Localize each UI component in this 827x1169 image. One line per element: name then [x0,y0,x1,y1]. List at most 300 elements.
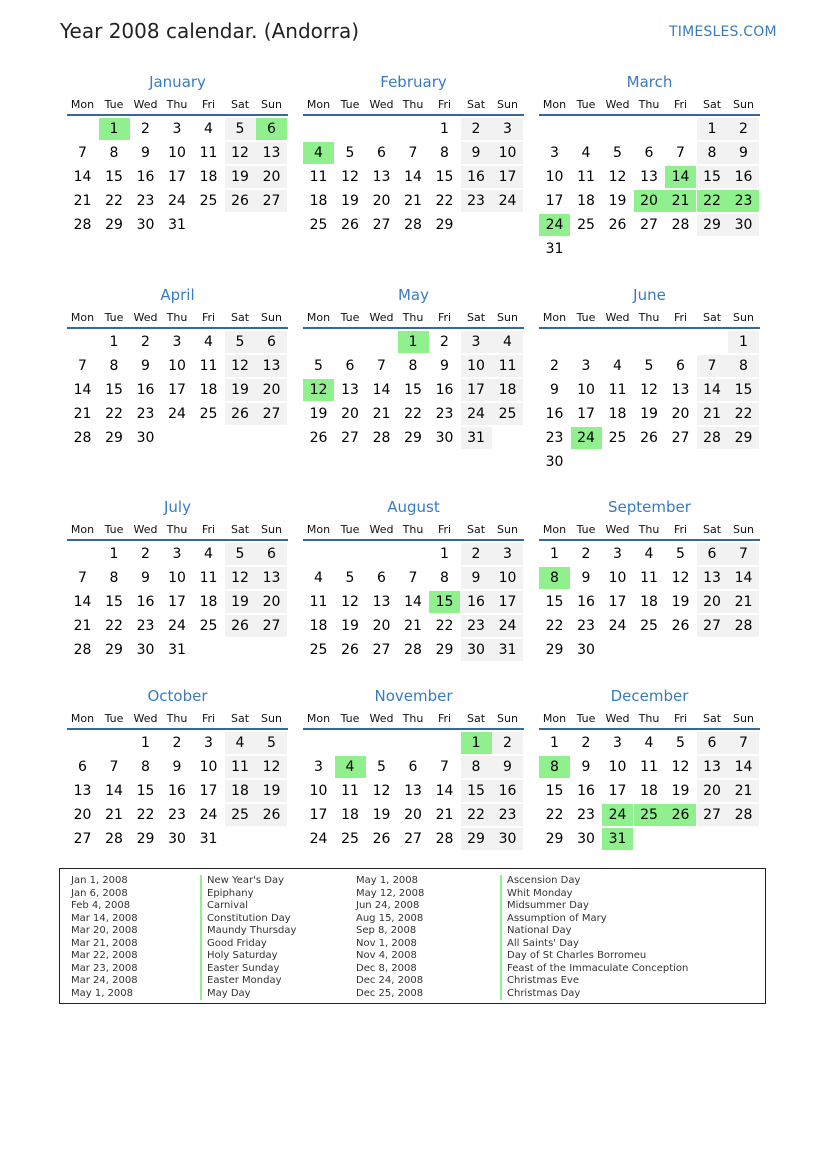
day-cell: 17 [608,594,627,610]
day-cell: 14 [73,169,92,185]
legend-divider [500,875,502,1000]
day-cell: 5 [225,543,256,565]
day-cell: 5 [225,118,256,140]
weekday-label: Wed [369,712,394,725]
weekday-label: Sun [497,311,518,324]
day-cell: 30 [136,430,155,446]
legend-date: Nov 4, 2008 [356,950,417,961]
weekday-header [67,311,288,324]
month-5 [539,286,760,476]
legend-name: Carnival [207,900,248,911]
weekday-label: Thu [402,311,424,324]
day-cell: 15 [728,379,759,401]
day-cell: 18 [199,169,218,185]
weekday-label: Fri [673,311,688,324]
weekday-label: Fri [437,523,452,536]
weekday-label: Sun [261,98,282,111]
legend-date: Jun 24, 2008 [356,900,420,911]
day-cell: 17 [608,783,627,799]
day-cell: 14 [404,594,422,610]
day-cell: 17 [545,193,564,209]
header-divider [67,539,288,541]
weekday-label: Wed [133,311,158,324]
day-cell: 1 [461,732,492,754]
day-cell: 31 [168,217,186,233]
weekday-label: Mon [306,311,331,324]
day-cell: 7 [676,145,685,161]
day-cell: 5 [676,735,685,751]
month-name: July [164,498,191,516]
weekday-header [539,523,760,536]
day-cell: 13 [372,169,391,185]
month-name: December [610,687,689,705]
day-cell: 21 [404,193,422,209]
day-cell: 13 [256,355,287,377]
weekday-label: Sat [466,311,486,324]
weekday-label: Mon [70,523,95,536]
day-cell: 18 [225,780,256,802]
weekday-label: Sat [230,523,250,536]
legend-name: Ascension Day [507,875,581,886]
day-cell: 4 [314,570,323,586]
weekday-header [539,98,760,111]
weekday-label: Fri [201,523,216,536]
legend-name: Christmas Day [507,987,581,999]
day-cell: 8 [728,355,759,377]
day-cell: 28 [404,642,422,658]
day-cell: 17 [199,783,218,799]
day-cell: 15 [105,382,123,398]
day-cell: 27 [256,190,287,212]
weekday-label: Wed [133,98,158,111]
day-cell: 3 [550,145,559,161]
day-cell: 20 [372,193,391,209]
day-cell: 19 [225,591,256,613]
weekday-label: Thu [402,523,424,536]
day-cell: 21 [697,403,728,425]
weekday-label: Mon [306,98,331,111]
day-cell: 8 [440,145,449,161]
month-name: January [149,73,206,91]
day-cell: 2 [172,735,182,751]
weekday-label: Sun [261,311,282,324]
day-cell: 19 [671,783,690,799]
month-name: February [380,73,447,91]
weekday-label: Sat [230,311,250,324]
day-cell: 1 [109,546,119,562]
month-name: March [626,73,673,91]
day-cell: 18 [640,783,658,799]
month-8 [539,498,760,688]
day-cell: 21 [73,618,92,634]
weekday-label: Mon [542,712,567,725]
day-cell: 17 [492,591,523,613]
day-cell: 27 [640,217,658,233]
weekday-header [303,311,524,324]
weekday-label: Mon [306,523,331,536]
day-cell: 9 [461,567,492,589]
day-cell: 9 [172,759,182,775]
day-cell: 9 [141,145,150,161]
weekday-label: Fri [673,523,688,536]
day-cell: 16 [545,406,564,422]
day-cell: 27 [256,403,287,425]
day-cell: 19 [372,807,391,823]
weekday-label: Mon [542,311,567,324]
day-cell: 15 [697,166,728,188]
day-cell: 11 [577,169,595,185]
weekday-label: Sat [230,98,250,111]
day-cell: 21 [372,406,391,422]
day-cell: 19 [640,406,658,422]
month-9 [67,687,288,877]
day-cell: 1 [109,334,119,350]
weekday-header [539,311,760,324]
day-cell: 24 [492,190,523,212]
weekday-label: Thu [166,712,188,725]
day-cell: 4 [335,756,366,778]
day-cell: 24 [539,214,570,236]
day-cell: 19 [671,594,690,610]
weekday-label: Sat [466,712,486,725]
day-cell: 3 [172,121,182,137]
legend-date: May 1, 2008 [71,987,134,999]
weekday-label: Thu [166,98,188,111]
day-cell: 20 [256,591,287,613]
day-cell: 28 [105,831,123,847]
legend-date: Aug 15, 2008 [356,912,424,924]
day-cell: 10 [608,570,627,586]
day-cell: 8 [141,759,150,775]
weekday-label: Sun [733,98,754,111]
header-divider [539,728,760,730]
weekday-label: Tue [104,712,124,725]
weekday-label: Fri [437,311,452,324]
day-cell: 26 [665,804,696,826]
day-cell: 17 [168,382,186,398]
day-cell: 12 [608,169,627,185]
day-cell: 28 [697,427,728,449]
day-cell: 9 [581,570,591,586]
day-cell: 6 [256,118,287,140]
day-cell: 19 [256,780,287,802]
day-cell: 26 [225,615,256,637]
day-cell: 7 [697,355,728,377]
day-cell: 27 [671,430,690,446]
weekday-label: Thu [166,523,188,536]
day-cell: 19 [225,379,256,401]
day-cell: 1 [550,546,559,562]
day-cell: 2 [141,121,150,137]
weekday-label: Thu [638,98,660,111]
day-cell: 4 [644,546,654,562]
day-cell: 6 [256,543,287,565]
day-cell: 22 [105,193,123,209]
day-cell: 6 [345,358,355,374]
weekday-header [67,523,288,536]
day-cell: 13 [640,169,658,185]
day-cell: 27 [341,430,359,446]
legend-dates-col2 [356,875,424,1000]
day-cell: 23 [577,807,595,823]
legend-date: Feb 4, 2008 [71,900,131,911]
day-cell: 12 [341,169,359,185]
month-name: June [633,286,666,304]
day-cell: 27 [404,831,422,847]
day-cell: 8 [109,570,119,586]
legend-date: May 1, 2008 [356,875,419,886]
day-cell: 30 [168,831,186,847]
legend-name: Maundy Thursday [207,925,297,936]
day-cell: 4 [644,735,654,751]
day-cell: 17 [461,379,492,401]
weekday-header [67,712,288,725]
day-cell: 20 [404,807,422,823]
day-cell: 30 [461,639,492,661]
weekday-label: Fri [437,98,452,111]
day-cell: 12 [341,594,359,610]
day-cell: 15 [435,169,454,185]
day-cell: 14 [728,567,759,589]
legend-date: Mar 21, 2008 [71,937,138,949]
day-cell: 22 [545,618,564,634]
day-cell: 4 [204,334,213,350]
day-cell: 26 [225,190,256,212]
day-cell: 29 [404,430,422,446]
day-cell: 4 [613,358,622,374]
legend-date: Mar 22, 2008 [71,950,138,961]
month-name: November [374,687,453,705]
legend-date: Jan 6, 2008 [71,887,128,899]
legend-name: Easter Monday [207,975,282,986]
day-cell: 21 [728,591,759,613]
day-cell: 27 [256,615,287,637]
day-cell: 22 [105,406,123,422]
day-cell: 17 [577,406,595,422]
day-cell: 14 [372,382,391,398]
day-cell: 31 [461,427,492,449]
day-cell: 12 [640,382,658,398]
month-1 [303,73,524,263]
weekday-header [303,98,524,111]
day-cell: 19 [341,193,359,209]
day-cell: 25 [309,642,328,658]
day-cell: 29 [545,831,564,847]
day-cell: 22 [105,618,123,634]
day-cell: 7 [408,570,418,586]
day-cell: 18 [577,193,595,209]
day-cell: 1 [697,118,728,140]
day-cell: 27 [73,831,92,847]
day-cell: 22 [728,403,759,425]
day-cell: 5 [225,331,256,353]
legend-date: Mar 20, 2008 [71,925,138,936]
day-cell: 8 [539,567,570,589]
day-cell: 6 [78,759,87,775]
day-cell: 2 [581,735,591,751]
day-cell: 17 [168,169,186,185]
legend-date: Mar 24, 2008 [71,975,138,986]
legend-name: Day of St Charles Borromeu [507,950,647,961]
day-cell: 28 [73,642,92,658]
day-cell: 6 [697,543,728,565]
day-cell: 3 [492,118,523,140]
day-cell: 13 [697,756,728,778]
weekday-label: Sun [261,523,282,536]
day-cell: 23 [545,430,564,446]
legend-date: Jan 1, 2008 [71,875,128,886]
day-cell: 23 [492,804,523,826]
day-cell: 25 [634,804,665,826]
day-cell: 26 [341,642,359,658]
day-cell: 5 [314,358,323,374]
holiday-legend [59,868,766,1004]
legend-name: New Year's Day [207,875,285,886]
weekday-label: Fri [673,98,688,111]
day-cell: 18 [640,594,658,610]
day-cell: 8 [109,358,119,374]
legend-date: Sep 8, 2008 [356,925,417,936]
legend-date: May 12, 2008 [356,887,425,899]
day-cell: 29 [435,217,454,233]
day-cell: 22 [404,406,422,422]
weekday-label: Sun [497,98,518,111]
day-cell: 13 [671,382,690,398]
header-divider [67,327,288,329]
weekday-label: Mon [542,523,567,536]
day-cell: 20 [341,406,359,422]
weekday-label: Wed [133,712,158,725]
day-cell: 31 [168,642,186,658]
day-cell: 5 [256,732,287,754]
day-cell: 15 [105,169,123,185]
day-cell: 12 [372,783,391,799]
weekday-label: Mon [70,311,95,324]
weekday-header [303,523,524,536]
day-cell: 30 [545,454,564,470]
weekday-label: Wed [369,523,394,536]
day-cell: 21 [73,193,92,209]
day-cell: 16 [492,780,523,802]
day-cell: 28 [728,804,759,826]
day-cell: 25 [199,406,218,422]
day-cell: 1 [550,735,559,751]
day-cell: 8 [461,756,492,778]
day-cell: 25 [225,804,256,826]
day-cell: 9 [581,759,591,775]
legend-dates-col1 [71,875,138,1000]
day-cell: 11 [199,570,218,586]
day-cell: 12 [256,756,287,778]
day-cell: 30 [577,642,595,658]
day-cell: 14 [404,169,422,185]
header-divider [539,114,760,116]
weekday-label: Tue [104,98,124,111]
legend-date: Mar 14, 2008 [71,912,138,924]
day-cell: 4 [204,121,213,137]
day-cell: 21 [73,406,92,422]
weekday-label: Sun [497,712,518,725]
day-cell: 13 [73,783,92,799]
day-cell: 29 [461,828,492,850]
legend-name: National Day [507,925,572,936]
day-cell: 12 [303,379,334,401]
day-cell: 15 [461,780,492,802]
day-cell: 4 [204,546,213,562]
day-cell: 2 [461,118,492,140]
day-cell: 18 [341,807,359,823]
day-cell: 11 [640,570,658,586]
day-cell: 23 [168,807,186,823]
weekday-label: Sun [261,712,282,725]
day-cell: 31 [545,241,564,257]
header-divider [303,114,524,116]
day-cell: 5 [345,570,355,586]
day-cell: 15 [545,594,564,610]
legend-date: Dec 8, 2008 [356,962,417,974]
day-cell: 14 [105,783,123,799]
day-cell: 15 [404,382,422,398]
day-cell: 2 [440,334,449,350]
weekday-label: Tue [576,98,596,111]
day-cell: 26 [608,217,627,233]
day-cell: 22 [461,804,492,826]
day-cell: 5 [613,145,622,161]
day-cell: 10 [461,355,492,377]
month-4 [303,286,524,476]
day-cell: 2 [492,732,523,754]
weekday-label: Thu [638,523,660,536]
day-cell: 12 [225,355,256,377]
day-cell: 13 [372,594,391,610]
site-logo[interactable]: TIMESLES.COM [669,24,777,40]
day-cell: 10 [608,759,627,775]
day-cell: 16 [728,166,759,188]
day-cell: 23 [435,406,454,422]
weekday-label: Tue [104,523,124,536]
day-cell: 13 [404,783,422,799]
legend-divider [200,875,202,1000]
month-name: August [387,498,440,516]
weekday-label: Sat [702,523,722,536]
day-cell: 2 [141,546,150,562]
day-cell: 14 [697,379,728,401]
legend-name: Midsummer Day [507,900,589,911]
day-cell: 12 [225,142,256,164]
day-cell: 23 [461,615,492,637]
weekday-header [303,712,524,725]
weekday-label: Thu [402,98,424,111]
day-cell: 24 [461,403,492,425]
day-cell: 20 [73,807,92,823]
day-cell: 29 [697,214,728,236]
day-cell: 12 [225,567,256,589]
day-cell: 11 [309,169,328,185]
day-cell: 17 [492,166,523,188]
day-cell: 12 [671,759,690,775]
day-cell: 5 [377,759,386,775]
day-cell: 7 [78,570,87,586]
weekday-label: Tue [576,311,596,324]
day-cell: 14 [73,594,92,610]
legend-date: Nov 1, 2008 [356,937,417,949]
day-cell: 10 [168,358,186,374]
day-cell: 13 [341,382,359,398]
day-cell: 10 [577,382,595,398]
day-cell: 26 [256,804,287,826]
day-cell: 7 [377,358,386,374]
weekday-label: Wed [369,311,394,324]
